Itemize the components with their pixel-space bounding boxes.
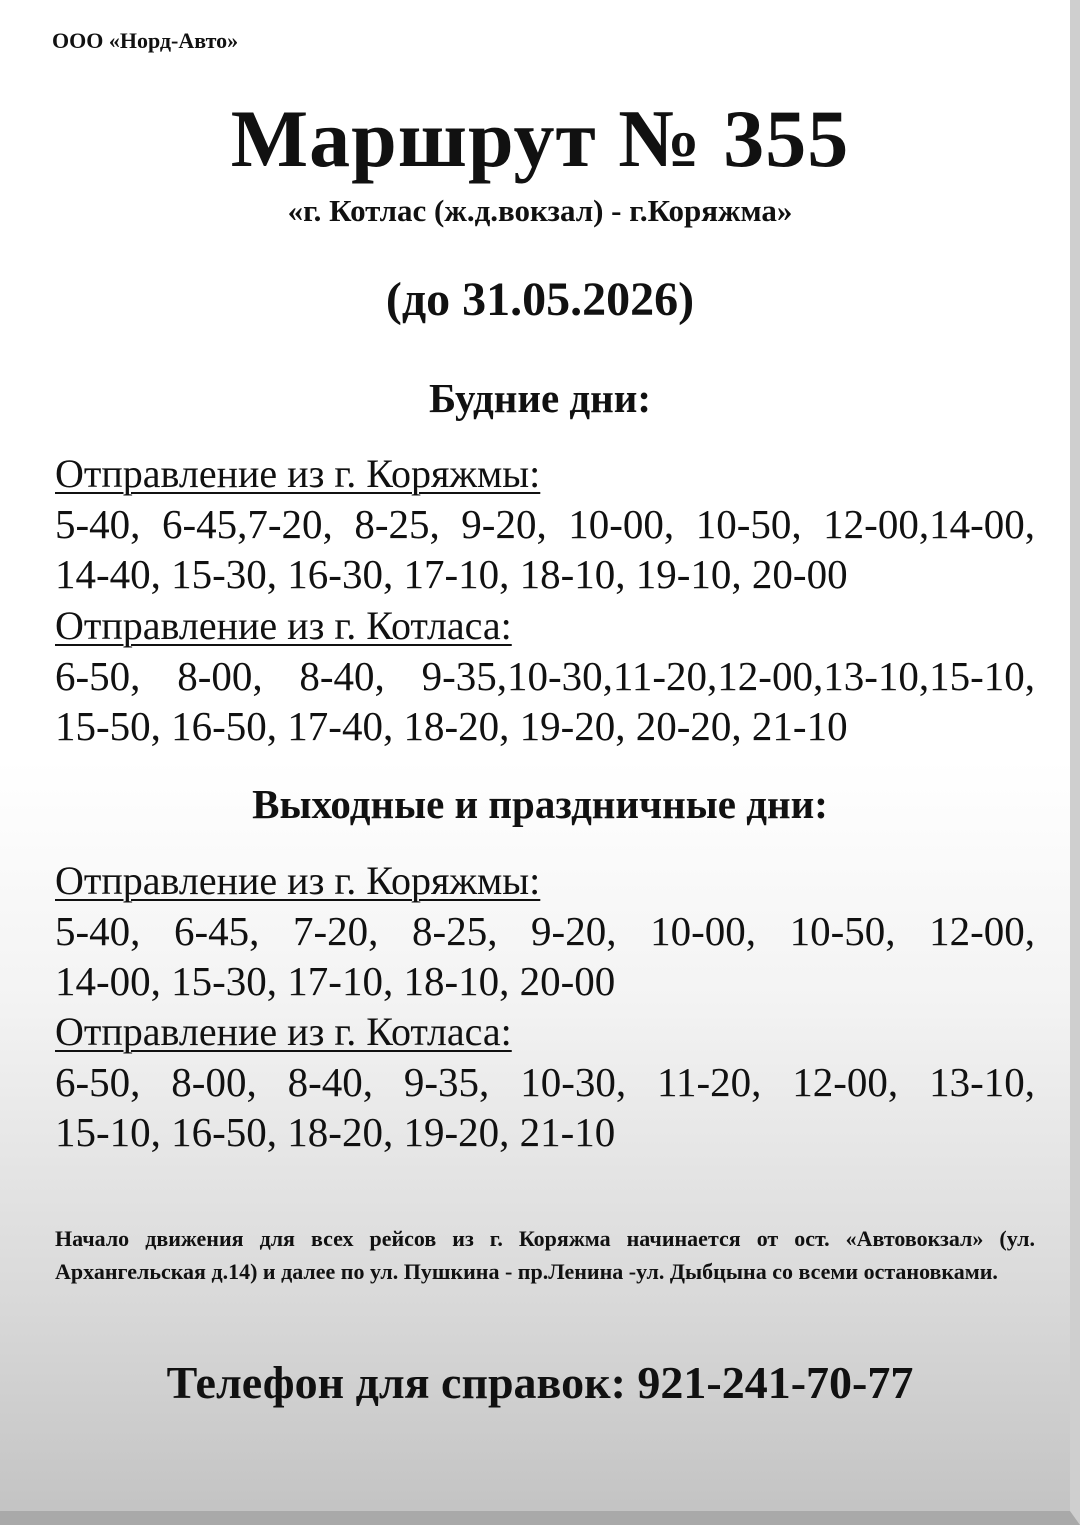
weekdays-from-kotlas-label: Отправление из г. Котласа: <box>55 603 512 648</box>
weekdays-from-kotlas-times-1: 6-50, 8-00, 8-40, 9-35,10-30,11-20,12-00,13-10,15-10, <box>55 653 1035 699</box>
weekdays-from-kotlas-times-2: 15-50, 16-50, 17-40, 18-20, 19-20, 20-20, 21-10 <box>55 703 848 749</box>
weekdays-from-koryazhma-label: Отправление из г. Коряжмы: <box>55 451 541 496</box>
weekdays-from-koryazhma-times-2: 14-40, 15-30, 16-30, 17-10, 18-10, 19-10, 20-00 <box>55 551 848 597</box>
phone-info: Телефон для справок: 921-241-70-77 <box>166 1357 914 1408</box>
route-note: Начало движения для всех рейсов из г. Коряжма начинается от ост. «Автовокзал» (ул. Архангельская д.14) и далее по ул. Пушкина - пр.Ленина -ул. Дыбцына со всеми остановками. <box>55 1226 1035 1284</box>
weekends-from-kotlas-label: Отправление из г. Котласа: <box>55 1009 512 1054</box>
weekdays-from-koryazhma-times-1: 5-40, 6-45,7-20, 8-25, 9-20, 10-00, 10-50, 12-00,14-00, <box>55 501 1035 547</box>
weekends-heading: Выходные и праздничные дни: <box>252 781 828 827</box>
route-title: Маршрут № 355 <box>230 93 850 184</box>
route-description: «г. Котлас (ж.д.вокзал) - г.Коряжма» <box>287 193 793 228</box>
weekends-from-koryazhma-times-1: 5-40, 6-45, 7-20, 8-25, 9-20, 10-00, 10-50, 12-00, <box>55 908 1035 954</box>
weekends-from-kotlas-times-1: 6-50, 8-00, 8-40, 9-35, 10-30, 11-20, 12-00, 13-10, <box>55 1059 1035 1105</box>
valid-until: (до 31.05.2026) <box>385 273 695 326</box>
company-name: ООО «Норд-Авто» <box>52 28 239 53</box>
weekends-from-kotlas-times-2: 15-10, 16-50, 18-20, 19-20, 21-10 <box>55 1109 616 1155</box>
weekdays-heading: Будние дни: <box>428 375 652 421</box>
weekends-from-koryazhma-label: Отправление из г. Коряжмы: <box>55 858 541 903</box>
weekends-from-koryazhma-times-2: 14-00, 15-30, 17-10, 18-10, 20-00 <box>55 958 616 1004</box>
